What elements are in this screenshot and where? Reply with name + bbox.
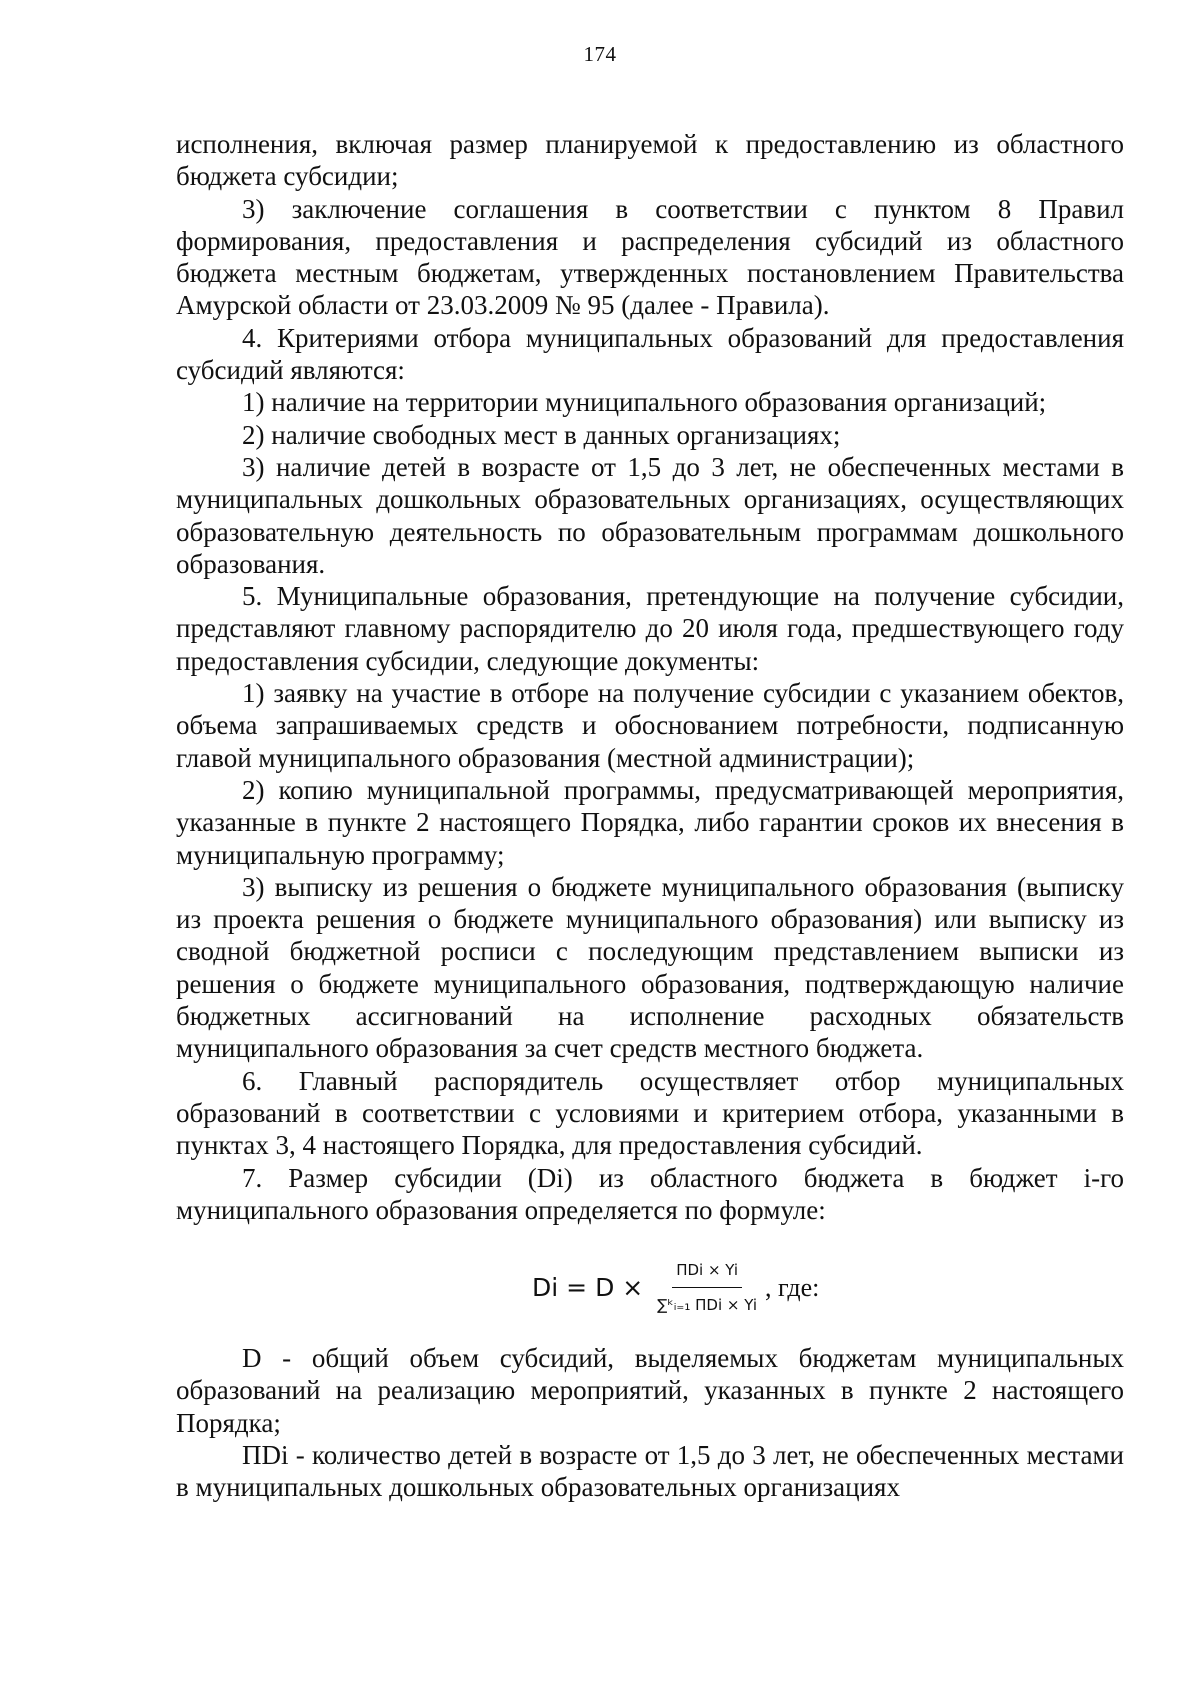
page-number: 174	[583, 42, 617, 66]
paragraph-definition-d: D - общий объем субсидий, выделяемых бюджетам муниципальных образований на реализацию мероприятий, указанных в пункте 2 настоящего Порядка;	[176, 1343, 1124, 1438]
paragraph-criterion-2: 2) наличие свободных мест в данных организациях;	[242, 419, 841, 450]
paragraph-section-5-documents: 5. Муниципальные образования, претендующие на получение субсидии, представляют главному распорядителю до 20 июля года, предшествующего году предоставления субсидии, следующие документы:	[176, 581, 1124, 676]
paragraph-document-3: 3) выписку из решения о бюджете муниципального образования (выписку из проекта решения о бюджете муниципального образования) или выписку из сводной бюджетной росписи с последующим представлением выписки из решения о бюджете муниципального образования, подтверждающую наличие бюджетных ассигнований на исполнение расходных обязательств муниципального образования за счет средств местного бюджета.	[176, 871, 1124, 1064]
paragraph-section-6-selection: 6. Главный распорядитель осуществляет отбор муниципальных образований в соответствии с условиями и критерием отбора, указанными в пунктах 3, 4 настоящего Порядка, для предоставления субсидий.	[176, 1065, 1124, 1161]
paragraph-criterion-3: 3) наличие детей в возрасте от 1,5 до 3 лет, не обеспеченных местами в муниципальных дошкольных образовательных организациях, осуществляющих образовательную деятельность по образовательным программам дошкольного образования.	[176, 451, 1124, 579]
formula-fraction	[653, 1254, 761, 1322]
formula-lhs: Di =	[532, 1272, 588, 1302]
formula-numerator: ПDi × Yi	[672, 1254, 742, 1288]
formula-expression	[532, 1254, 819, 1322]
formula-operand: D ×	[595, 1272, 644, 1302]
document-body	[176, 128, 1124, 1504]
formula-denominator: ∑ᵏᵢ₌₁ ПDi × Yi	[657, 1296, 758, 1315]
formula-tail: , где:	[765, 1272, 820, 1302]
paragraph-document-2: 2) копию муниципальной программы, предусматривающей мероприятия, указанные в пункте 2 настоящего Порядка, либо гарантии сроков их внесения в муниципальную программу;	[176, 774, 1124, 870]
paragraph-criterion-1: 1) наличие на территории муниципального образования организаций;	[242, 387, 1047, 418]
paragraph-section-4-criteria: 4. Критериями отбора муниципальных образований для предоставления субсидий являются:	[176, 322, 1124, 386]
subsidy-formula	[176, 1250, 1124, 1315]
paragraph-definition-pdi: ПDi - количество детей в возрасте от 1,5 до 3 лет, не обеспеченных местами в муниципальных дошкольных образовательных организациях	[176, 1439, 1124, 1503]
paragraph-document-1: 1) заявку на участие в отборе на получение субсидии с указанием обектов, объема запрашиваемых средств и обоснованием потребности, подписанную главой муниципального образования (местной администрации);	[176, 678, 1124, 773]
paragraph-section-7-amount: 7. Размер субсидии (Di) из областного бюджета в бюджет i-го муниципального образования определяется по формуле:	[176, 1162, 1124, 1225]
paragraph-item-3-agreement: 3) заключение соглашения в соответствии с пунктом 8 Правил формирования, предоставления и распределения субсидий из областного бюджета местным бюджетам, утвержденных постановлением Правительства Амурской области от 23.03.2009 № 95 (далее - Правила).	[176, 193, 1124, 321]
paragraph-continuation: исполнения, включая размер планируемой к предоставлению из областного бюджета субсидии;	[176, 129, 1124, 192]
